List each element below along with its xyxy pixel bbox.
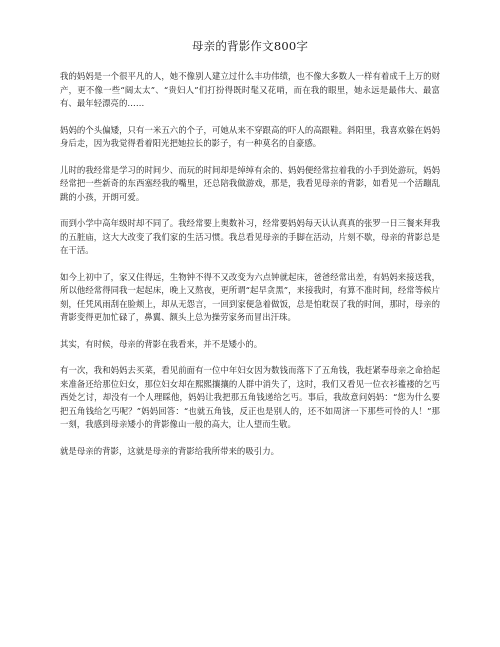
paragraph: 如今上初中了，家又住得远，生物钟不得不又改变为六点钟就起床，爸爸经常出差，有妈妈来接送我，所以他经常得同我一起起床，晚上又熬夜，更所谓“起早贪黑”，来接我时，有算不准时间，经常等候片刻，任凭风雨刮在脸颊上，却从无怨言，一回到家便急着做饭，总是怕耽误了我的时间，那时，母亲的背影变得更加忙碌了，鼻翼、额头上总为操劳家务而冒出汗珠。 [60, 271, 440, 322]
paragraph: 其实，有时候，母亲的背影在我看来，并不是矮小的。 [60, 338, 263, 349]
paragraph: 我的妈妈是一个很平凡的人，她不像别人建立过什么丰功伟绩，也不像大多数人一样有着成千上万的财产，更不像一些“阔太太”、“贵妇人”们打扮得既时髦又花哨，而在我的眼里，她永远是最伟大、最富有、最年轻漂亮的…… [60, 71, 440, 108]
paragraph: 儿时的我经常是学习的时间少、而玩的时间却是绰绰有余的、妈妈便经常拉着我的小手到处游玩，妈妈经常把一些新奇的东西塞经我的嘴里，还总陪我做游戏，那是，我看见母亲的背影，如看见一个活蹦乱跳的小孩，开朗可爱。 [60, 164, 440, 202]
paragraph: 妈妈的个头偏矮，只有一米五六的个子，可她从来不穿跟高的吓人的高跟鞋。斜阳里，我喜欢躲在妈妈身后走，因为我觉得看着阳光把她拉长的影子，有一种莫名的自豪感。 [60, 124, 440, 148]
paragraph: 有一次，我和妈妈去买菜，看见前面有一位中年妇女因为数钱而落下了五角钱，我赶紧奉母亲之命拾起来准备还给那位妇女，那位妇女却在熙熙攘攘的人群中消失了，这时，我们又看见一位衣衫褴褛的乞丐西处乞讨，却没有一个人理睬他，妈妈让我把那五角钱递给乞丐。事后，我故意问妈妈：“您为什么要把五角钱给乞丐呢？”妈妈回答：“也就五角钱，反正也是别人的，还不如周济一下那些可怜的人！”那一刻，我感到母亲矮小的背影像山一般的高大，让人望而生敬。 [60, 365, 440, 429]
document-title: 母亲的背影作文800字 [191, 39, 309, 53]
paragraph: 而到小学中高年级时却不同了。我经常要上奥数补习，经常要妈妈每天认认真真的张罗一日三餐来拜我的五脏庙，这大大改变了我们家的生活习惯。我总看见母亲的手脚在活动，片刻不歇，母亲的背影总是在干活。 [60, 218, 440, 255]
paragraph: 就是母亲的背影，这就是母亲的背影给我所带来的吸引力。 [60, 445, 280, 456]
